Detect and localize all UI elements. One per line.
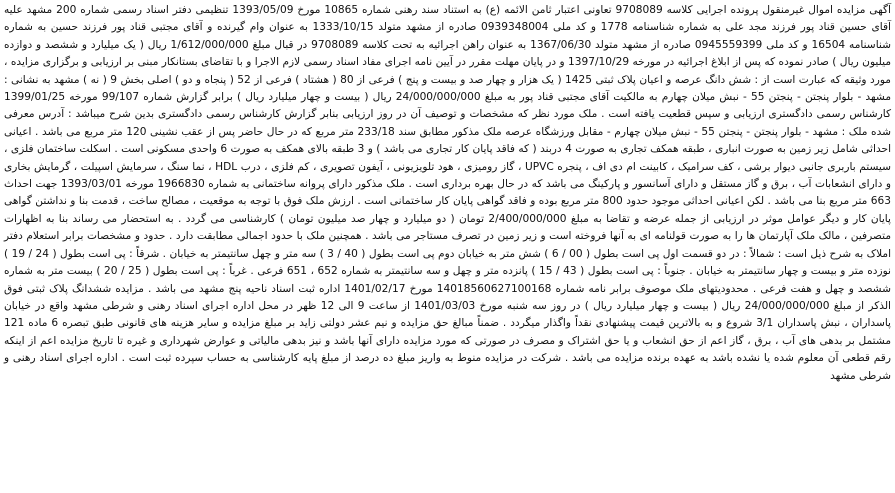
auction-notice bbox=[4, 2, 891, 489]
notice-body-text: آگهی مزایده اموال غیرمنقول پرونده اجرایی کلاسه 9708089 تعاونی اعتبار ثامن الائمه (ع) به استناد سند رهنی شماره 10865 مورخ 1393/05/09 تنظیمی دفتر اسناد رسمی شماره 200 مشهد علیه آقای حسین قناد پور فرزند مجد علی به شماره شناسنامه 1778 و کد ملی 0939348004 صادره از مشهد متولد 1333/10/15 به عنوان وام گیرنده و آقای مجتبی قناد پور فرزند حسین به شماره شناسنامه 16504 و کد ملی 0945559399 صادره از مشهد متولد 1367/06/30 به عنوان راهن اجرائیه به تحت کلاسه 9708089 در قبال مبلغ 1/612/000/000 ریال ( یک میلیارد و ششصد و دوازده میلیون ریال ) صادر نموده که پس از ابلاغ اجرائیه در مورخه 1397/10/29 و در پایان مهلت مقرر در آیین نامه اجرای مفاد اسناد رسمی لازم الاجرا و با تقاضای بستانکار مبنی بر ارزیابی و برگزاری مزایده ، مورد وثیقه که عبارت است از : شش دانگ عرصه و اعیان پلاک ثبتی 1425 ( یک هزار و چهار صد و بیست و پنج ) فرعی از 80 ( هشتاد ) فرعی از 52 ( پنجاه و دو ) اصلی بخش 9 ( نه ) مشهد به نشانی : مشهد - بلوار پنجتن - پنجتن 55 - نبش میلان چهارم به مالکیت آقای مجتبی قناد پور به مبلغ 24/000/000/000 ریال ( بیست و چهار میلیارد ریال ) برابر گزارش شماره 99/107 مورخه 1399/01/25 کارشناس رسمی دادگستری ارزیابی و سپس قطعیت یافته است . ملک مورد نظر که مشخصات و توصیف آن در روز ارزیابی بنابر گزارش کارشناس رسمی دادگستری بدین شرح میباشد : آدرس معرفی شده ملک : مشهد - بلوار پنجتن - پنجتن 55 - نبش میلان چهارم - مقابل ورزشگاه عرصه ملک مذکور مطابق سند 233/18 متر مربع که در حال حاضر پس از عقب نشینی 120 متر مربع می باشد . اعیانی احداثی شامل زیر زمین به صورت انباری ، طبقه همکف تجاری به صورت 4 دربند ( که فاقد پایان کار تجاری می باشد ) و 3 طبقه بالای همکف به صورت 6 واحدی مسکونی است . اسکلت ساختمان فلزی ، سیستم باربری جانبی دیوار برشی ، کف سرامیک ، کابینت ام دی اف ، پنجره UPVC ، گاز روميزی ، هود تلویزیونی ، آیفون تصویری ، کم فلزی ، درب HDL ، نما سنگ ، سرمایش اسپیلت ، گرمایش بخاری و دارای انشعابات آب ، برق و گاز مستقل و دارای آسانسور و پارکینگ می باشد که در حال بهره برداری است . ملک مذکور دارای پروانه ساختمانی به شماره 1966830 مورخه 1393/03/01 جهت احداث 663 متر مربع بنا می باشد . لکن اعیانی احداثی موجود حدود 800 متر مربع بوده و فاقد گواهی پایان کار ساختمانی است . ارزش ملک فوق با توجه به موقعیت ، مصالح ساخت ، قدمت بنا و نداشتن گواهی پایان کار و دیگر عوامل موثر در ارزیابی از جمله عرضه و تقاضا به مبلغ 2/400/000/000 تومان ( دو میلیارد و چهار صد میلیون تومان ) کارشناسی می گردد . به استحضار می رساند بنا به اظهارات متصرفین ، مالک ملک آپارتمان ها را به صورت قولنامه ای به آنها فروخته است و زیر زمین در تصرف مستاجر می باشد . همچنین ملک با حدود اجمالی مطابقت دارد . حدود و مشخصات برابر استعلام دفتر املاک به شرح ذیل است : شمالاً : در دو قسمت اول پی است بطول ( 00 / 6 ) شش متر به خیابان دوم پی است بطول ( 40 / 3 ) سه متر و چهل سانتیمتر به خیابان . شرقاً : پی است بطول ( 24 / 19 ) نوزده متر و بیست و چهار سانتیمتر به خیابان . جنوباً : پی است بطول ( 43 / 15 ) پانزده متر و چهل و سه سانتیمتر به شماره 652 ، 651 فرعی . غرباً : پی است بطول ( 25 / 20 ) بیست متر به شماره ششصد و چهل و هفت فرعی . محدودیتهای ملک موصوف برابر نامه شماره 14018560627100168 مورخ 1401/02/17 اداره ثبت اسناد ناحیه پنج مشهد می باشد . مزایده ششدانگ پلاک ثبتی فوق الذکر از مبلغ 24/000/000/000 ریال ( بیست و چهار میلیارد ریال ) در روز سه شنبه مورخ 1401/03/03 از ساعت 9 الی 12 ظهر در محل اداره اجرای اسناد رهنی و شرطی مشهد واقع در خیابان پاسداران ، نبش پاسداران 3/1 شروع و به بالاترین قیمت پیشنهادی نقداً واگذار میگردد . ضمناً مبالغ حق مزایده و نیم عشر دولتی زاید بر مبلغ مزایده و سایر هزینه های قانونی طبق تبصره 6 ماده 121 مشتمل بر بدهی های آب ، برق ، گاز اعم از حق انشعاب و یا حق اشتراک و مصرف در صورتی که مورد مزایده دارای آنها باشد و نیز بدهی مالیاتی و عوارض شهرداری و غیره تا تاریخ مزایده اعم از اینکه رقم قطعی آن معلوم شده یا نشده باشد به عهده برنده مزایده می باشد . شرکت در مزایده منوط به واریز مبلغ ده درصد از مبلغ پایه کارشناسی به حساب سپرده ثبت است . اداره اجرای اسناد رهنی و شرطی مشهد bbox=[4, 4, 892, 382]
